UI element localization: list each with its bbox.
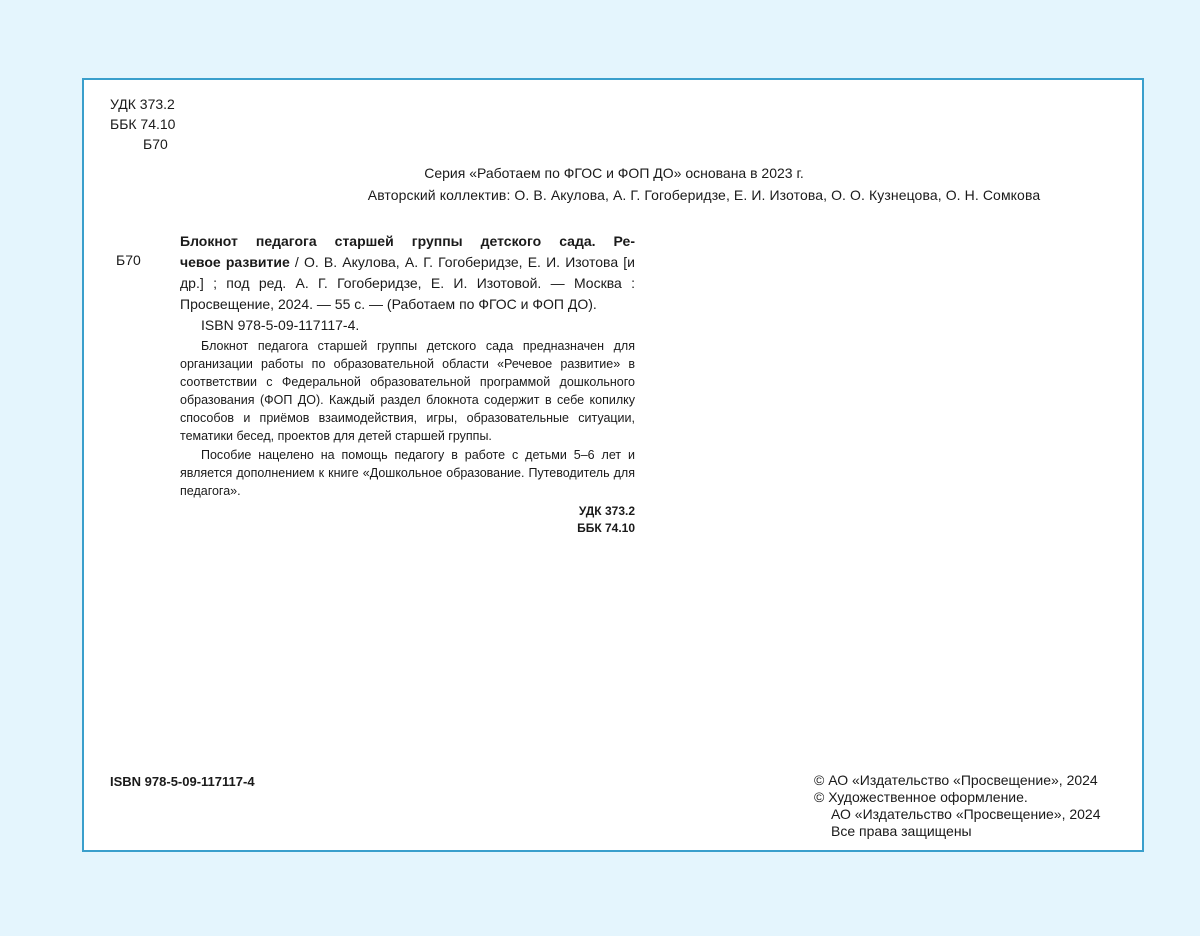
series-line: Серия «Работаем по ФГОС и ФОП ДО» основана в 2023 г. xyxy=(424,165,804,181)
copyright-line-2: © Художественное оформление. xyxy=(814,789,1028,805)
card-bbk: ББК 74.10 xyxy=(577,521,635,535)
bbk-code: ББК 74.10 xyxy=(110,116,176,132)
card-annotation-2: Пособие нацелено на помощь педагогу в работе с детьми 5–6 лет и является дополнением к книге «Дошкольное образование. Путеводитель для педагога». xyxy=(180,448,635,498)
copyright-line-3: АО «Издательство «Просвещение», 2024 xyxy=(831,806,1101,822)
card-title-part2: чевое развитие xyxy=(180,254,290,270)
copyright-line-1: © АО «Издательство «Просвещение», 2024 xyxy=(814,772,1098,788)
card-isbn: ISBN 978-5-09-117117-4. xyxy=(201,317,360,333)
copyright-block xyxy=(814,772,1101,840)
card-author-mark: Б70 xyxy=(116,252,141,268)
imprint-page xyxy=(82,78,1144,852)
rights-line: Все права защищены xyxy=(831,823,972,839)
card-description xyxy=(180,252,635,315)
card-udk: УДК 373.2 xyxy=(578,504,635,518)
author-mark: Б70 xyxy=(143,136,168,152)
card-title-part1: Блокнот педагога старшей группы детского сада. Ре- xyxy=(180,233,635,249)
card-title-line xyxy=(180,231,635,252)
udk-code: УДК 373.2 xyxy=(110,96,175,112)
authors-line: Авторский коллектив: О. В. Акулова, А. Г. Гогоберидзе, Е. И. Изотова, О. О. Кузнецова, О. Н. Сомкова xyxy=(367,187,1041,203)
catalog-card xyxy=(180,231,635,537)
card-annotation-1: Блокнот педагога старшей группы детского сада предназначен для организации работы по образовательной области «Речевое развитие» в соответствии с Федеральной образовательной программой дошкольного образования (ФОП ДО). Каждый раздел блокнота содержит в себе копилку способов и приёмов взаимодействия, игры, образовательные ситуации, тематики бесед, проектов для детей старшей группы. xyxy=(180,339,635,443)
series-block xyxy=(84,162,1144,206)
classification-block xyxy=(110,94,175,154)
card-description-rest: / О. В. Акулова, А. Г. Гогоберидзе, Е. И. Изотова [и др.] ; под ред. А. Г. Гогоберидзе, Е. И. Изотовой. — Москва : Просвещение, 2024. — 55 с. — (Работаем по ФГОС и ФОП ДО). xyxy=(180,254,635,312)
footer-isbn: ISBN 978-5-09-117117-4 xyxy=(110,774,255,789)
card-codes xyxy=(180,503,635,537)
